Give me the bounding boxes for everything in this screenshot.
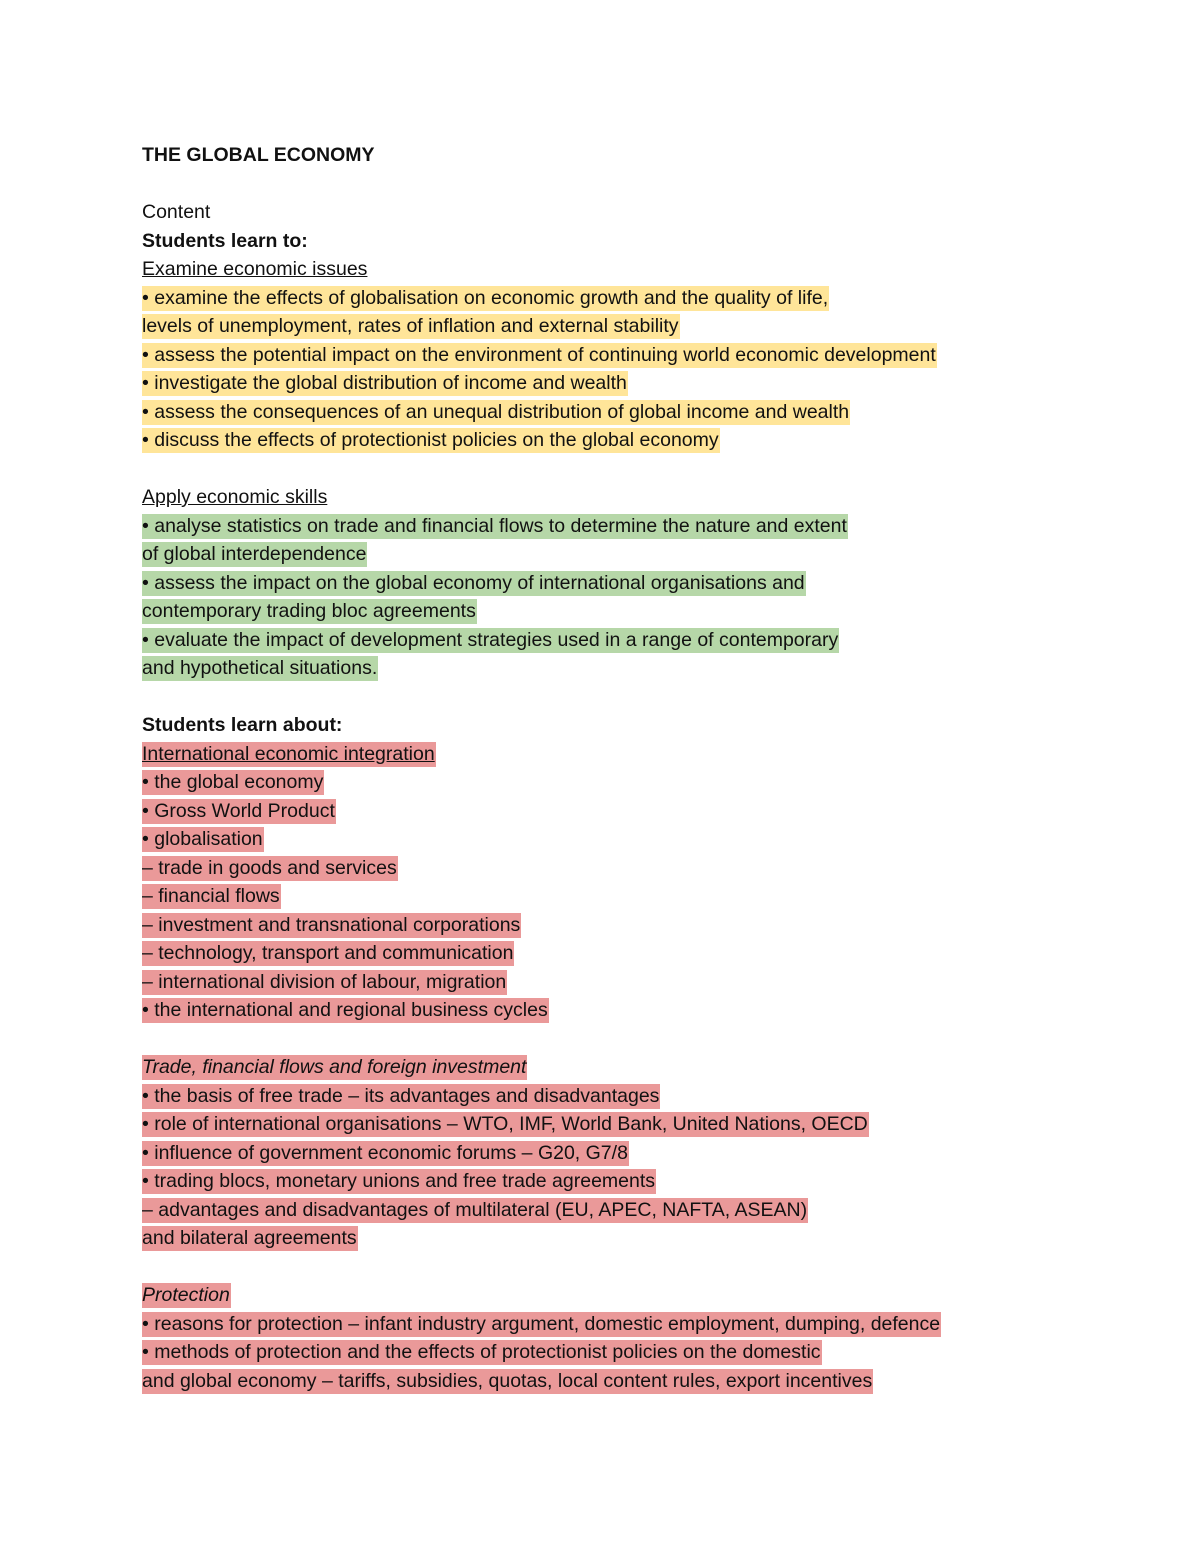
apply-line xyxy=(142,540,1042,569)
trade-heading xyxy=(142,1053,1042,1082)
examine-line xyxy=(142,398,1042,427)
examine-heading xyxy=(142,255,1042,284)
trade-line xyxy=(142,1167,1042,1196)
integration-line xyxy=(142,939,1042,968)
protection-heading xyxy=(142,1281,1042,1310)
integration-line xyxy=(142,882,1042,911)
apply-line xyxy=(142,512,1042,541)
integration-line xyxy=(142,968,1042,997)
trade-line xyxy=(142,1139,1042,1168)
content-label: Content xyxy=(142,201,211,223)
spacer xyxy=(142,1253,1042,1282)
examine-line-text: • discuss the effects of protectionist policies on the global economy xyxy=(142,429,719,451)
integration-line-text: – technology, transport and communication xyxy=(142,942,514,964)
spacer xyxy=(142,683,1042,712)
apply-line xyxy=(142,569,1042,598)
apply-line-text: • analyse statistics on trade and financial flows to determine the nature and extent xyxy=(142,514,847,537)
integration-line xyxy=(142,996,1042,1025)
integration-line-text: • the international and regional business cycles xyxy=(142,999,548,1021)
integration-heading-text: International economic integration xyxy=(142,742,435,765)
integration-line-text: – trade in goods and services xyxy=(142,856,397,879)
apply-line-text: • assess the impact on the global economy of international organisations and xyxy=(142,571,805,594)
spacer xyxy=(142,455,1042,484)
protection-line xyxy=(142,1310,1042,1339)
examine-line xyxy=(142,341,1042,370)
protection-line xyxy=(142,1367,1042,1396)
examine-line-text: • investigate the global distribution of income and wealth xyxy=(142,372,627,394)
apply-line-text: of global interdependence xyxy=(142,543,367,565)
integration-line xyxy=(142,854,1042,883)
trade-line xyxy=(142,1110,1042,1139)
examine-line xyxy=(142,369,1042,398)
examine-line xyxy=(142,312,1042,341)
protection-heading-text: Protection xyxy=(142,1284,230,1306)
apply-line-text: • evaluate the impact of development strategies used in a range of contemporary xyxy=(142,628,839,651)
integration-line xyxy=(142,825,1042,854)
apply-heading-text: Apply economic skills xyxy=(142,486,328,508)
trade-line-text: • trading blocs, monetary unions and free trade agreements xyxy=(142,1170,656,1192)
examine-heading-text: Examine economic issues xyxy=(142,258,368,280)
trade-line-text: • role of international organisations – WTO, IMF, World Bank, United Nations, OECD xyxy=(142,1113,868,1135)
integration-line-text: • globalisation xyxy=(142,828,263,850)
integration-line-text: • the global economy xyxy=(142,771,324,793)
apply-heading xyxy=(142,483,1042,512)
apply-line xyxy=(142,597,1042,626)
apply-line xyxy=(142,626,1042,655)
document-page xyxy=(142,141,1042,1395)
integration-line xyxy=(142,911,1042,940)
spacer xyxy=(142,1025,1042,1054)
trade-line xyxy=(142,1082,1042,1111)
integration-line xyxy=(142,797,1042,826)
protection-line xyxy=(142,1338,1042,1367)
trade-line-text: – advantages and disadvantages of multilateral (EU, APEC, NAFTA, ASEAN) xyxy=(142,1198,808,1221)
trade-heading-text: Trade, financial flows and foreign investment xyxy=(142,1056,527,1078)
examine-line xyxy=(142,284,1042,313)
apply-line-text: and hypothetical situations. xyxy=(142,657,378,679)
examine-line-text: • examine the effects of globalisation on economic growth and the quality of life, xyxy=(142,286,829,309)
spacer xyxy=(142,170,1042,199)
integration-line-text: • Gross World Product xyxy=(142,799,335,822)
integration-line-text: – financial flows xyxy=(142,885,280,907)
apply-line xyxy=(142,654,1042,683)
learn-about-heading: Students learn about: xyxy=(142,714,343,736)
integration-line xyxy=(142,768,1042,797)
examine-line-text: • assess the consequences of an unequal distribution of global income and wealth xyxy=(142,400,850,423)
learn-to-heading: Students learn to: xyxy=(142,229,308,252)
trade-line xyxy=(142,1224,1042,1253)
trade-line-text: • influence of government economic forums – G20, G7/8 xyxy=(142,1141,628,1164)
apply-line-text: contemporary trading bloc agreements xyxy=(142,600,476,622)
integration-line-text: – investment and transnational corporations xyxy=(142,913,521,936)
integration-heading xyxy=(142,740,1042,769)
trade-line-text: • the basis of free trade – its advantages and disadvantages xyxy=(142,1084,660,1107)
examine-line xyxy=(142,426,1042,455)
document-title: THE GLOBAL ECONOMY xyxy=(142,144,375,166)
trade-line-text: and bilateral agreements xyxy=(142,1227,357,1249)
integration-line-text: – international division of labour, migration xyxy=(142,970,507,993)
protection-line-text: • reasons for protection – infant industry argument, domestic employment, dumping, defence xyxy=(142,1312,941,1335)
examine-line-text: • assess the potential impact on the environment of continuing world economic development xyxy=(142,343,936,366)
trade-line xyxy=(142,1196,1042,1225)
protection-line-text: • methods of protection and the effects of protectionist policies on the domestic xyxy=(142,1341,821,1363)
examine-line-text: levels of unemployment, rates of inflation and external stability xyxy=(142,315,679,337)
protection-line-text: and global economy – tariffs, subsidies, quotas, local content rules, export incentives xyxy=(142,1369,873,1392)
